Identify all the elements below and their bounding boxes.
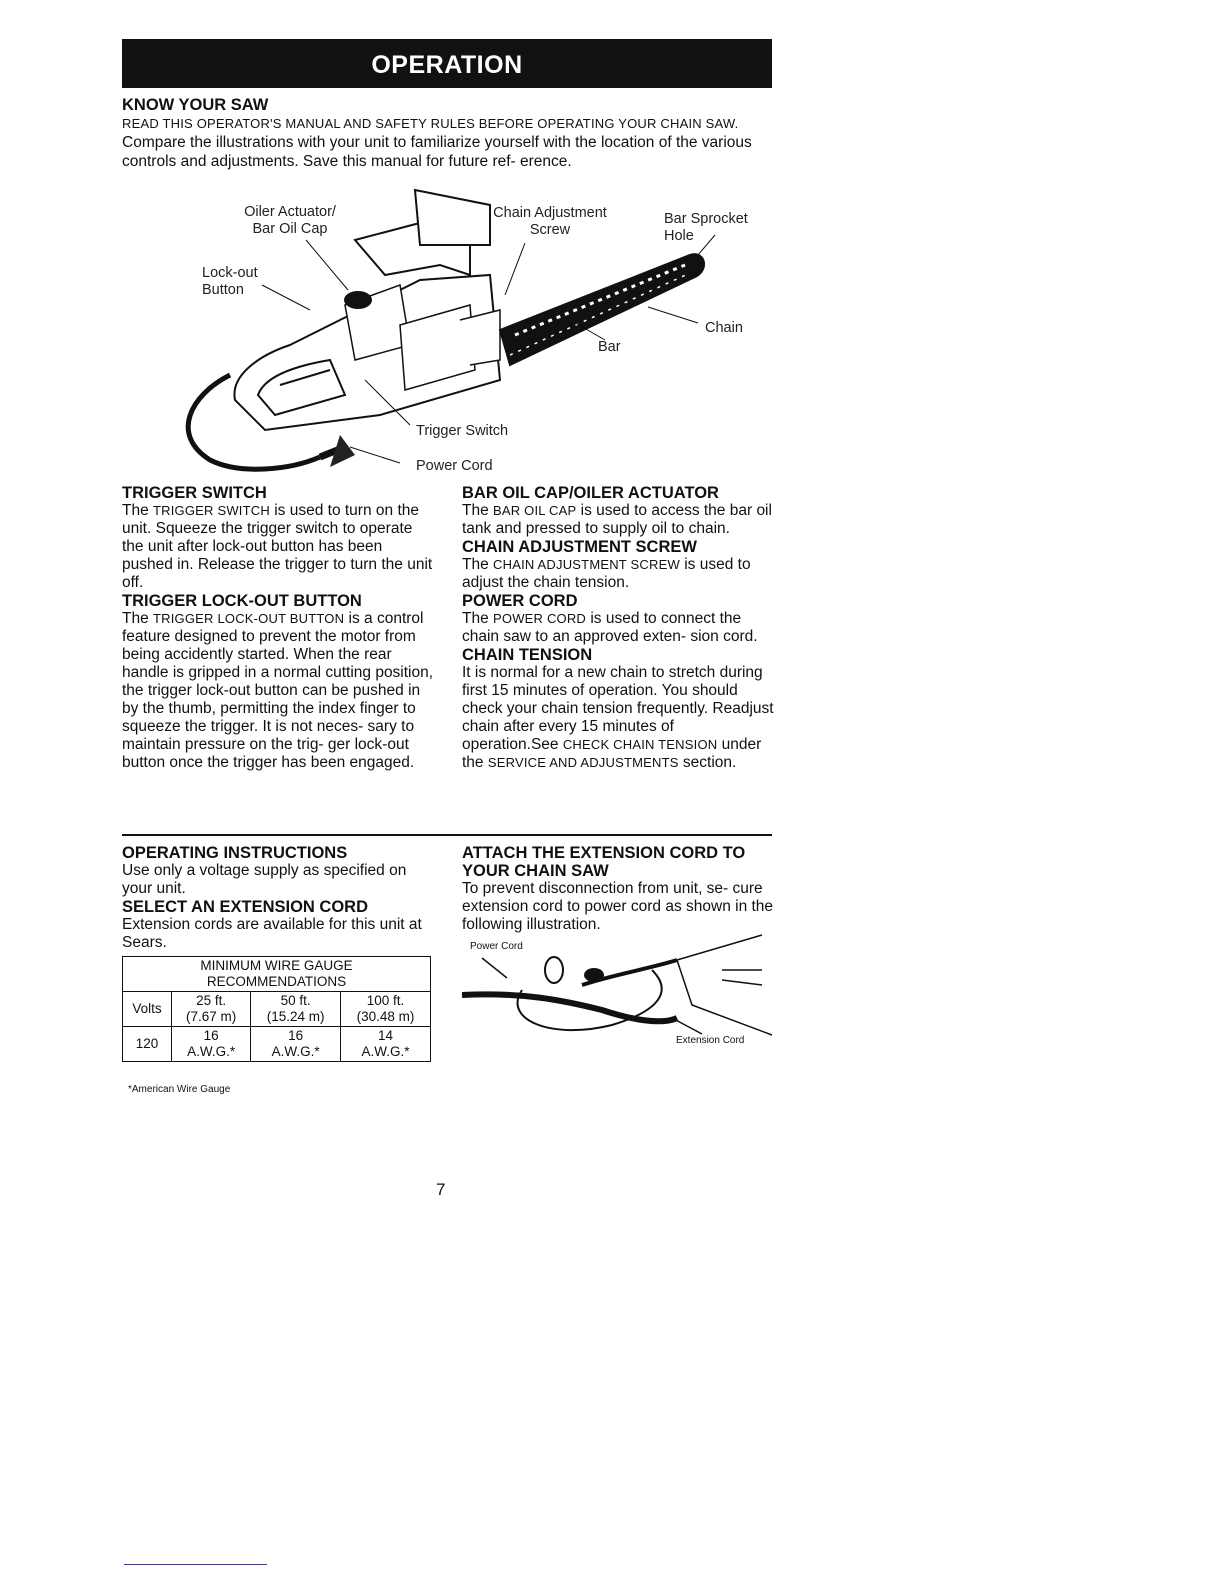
power-cord-heading: POWER CORD [462,592,578,610]
gauge-cell: 14 A.W.G.* [341,1027,431,1062]
gauge-cell: 16 A.W.G.* [172,1027,251,1062]
lockout-text: The TRIGGER LOCK-OUT BUTTON is a control feature designed to prevent the motor from being accidently started. When the rear handle is gripped in a normal cutting position, the trigger lock-out button can be pushed in by the thumb, permitting the index finger to squeeze the trigger. It is not neces- sary to maintain pressure on the trig- ger lock-out button once the trigger has been engaged. [122,610,434,771]
table-row [123,992,431,1027]
know-your-saw-section [122,96,774,171]
attach-text: To prevent disconnection from unit, se- cure extension cord to power cord as shown in the following illustration. [462,880,774,933]
length-cell: 50 ft. (15.24 m) [251,992,341,1027]
gauge-cell: 16 A.W.G.* [251,1027,341,1062]
oil-cap-drawing [344,291,372,309]
bar-oil-text: The BAR OIL CAP is used to access the bar oil tank and pressed to supply oil to chain. [462,502,772,537]
bar-oil-heading: BAR OIL CAP/OILER ACTUATOR [462,484,719,502]
lockout-heading: TRIGGER LOCK-OUT BUTTON [122,592,362,610]
label-oiler: Oiler Actuator/ Bar Oil Cap [244,204,336,237]
table-title-cell: MINIMUM WIRE GAUGE RECOMMENDATIONS [123,957,431,992]
table-row [123,957,431,992]
section-divider [122,834,772,836]
volts-header: Volts [123,992,172,1027]
know-your-saw-text: READ THIS OPERATOR'S MANUAL AND SAFETY RULES BEFORE OPERATING YOUR CHAIN SAW. Compare the illustrations with your unit to familiarize yourself with the location of the various controls and adjustments. Save this manual for future ref- erence. [122,116,752,170]
label-chain-adjustment: Chain Adjustment Screw [493,205,607,238]
operating-section [122,844,432,952]
table-row [123,1027,431,1062]
operating-heading: OPERATING INSTRUCTIONS [122,844,348,862]
extension-heading: SELECT AN EXTENSION CORD [122,898,368,916]
attach-heading-line2: YOUR CHAIN SAW [462,862,609,880]
volts-value: 120 [123,1027,172,1062]
right-column [462,484,774,772]
label-ext-power-cord: Power Cord [470,941,523,952]
wire-gauge-table [122,956,431,1062]
chain-tension-heading: CHAIN TENSION [462,646,593,664]
power-cord-text: The POWER CORD is used to connect the chain saw to an approved exten- sion cord. [462,610,758,645]
table-footnote: *American Wire Gauge [128,1084,231,1095]
label-bar: Bar [598,339,621,355]
page-number: 7 [436,1180,446,1199]
chain-tension-text: It is normal for a new chain to stretch during first 15 minutes of operation. You should check your chain tension frequently. Readjust chain after every 15 minutes of operation.See CHECK CHAIN TENSION under the SERVICE AND ADJUSTMENTS section. [462,664,774,771]
label-chain: Chain [705,320,743,336]
trigger-switch-heading: TRIGGER SWITCH [122,484,267,502]
footer-link-line [124,1564,267,1565]
length-cell: 25 ft. (7.67 m) [172,992,251,1027]
extension-text: Extension cords are available for this unit at Sears. [122,916,422,951]
left-column [122,484,434,772]
attach-section [462,844,777,934]
section-banner: OPERATION [122,39,772,88]
chain-adjustment-text: The CHAIN ADJUSTMENT SCREW is used to adjust the chain tension. [462,556,751,591]
trigger-switch-text: The TRIGGER SWITCH is used to turn on the unit. Squeeze the trigger switch to operate the unit after lock-out button has been pushed in. Release the trigger to turn the unit off. [122,502,433,591]
know-your-saw-heading: KNOW YOUR SAW [122,96,269,114]
attach-heading-line1: ATTACH THE EXTENSION CORD TO [462,844,746,862]
length-cell: 100 ft. (30.48 m) [341,992,431,1027]
label-lockout: Lock-out Button [202,265,258,298]
label-power-cord: Power Cord [416,458,493,474]
operating-text: Use only a voltage supply as specified on your unit. [122,862,407,897]
chain-adjustment-heading: CHAIN ADJUSTMENT SCREW [462,538,697,556]
label-trigger-switch: Trigger Switch [416,423,509,439]
label-bar-sprocket: Bar Sprocket Hole [664,211,748,244]
label-extension-cord: Extension Cord [676,1035,745,1046]
